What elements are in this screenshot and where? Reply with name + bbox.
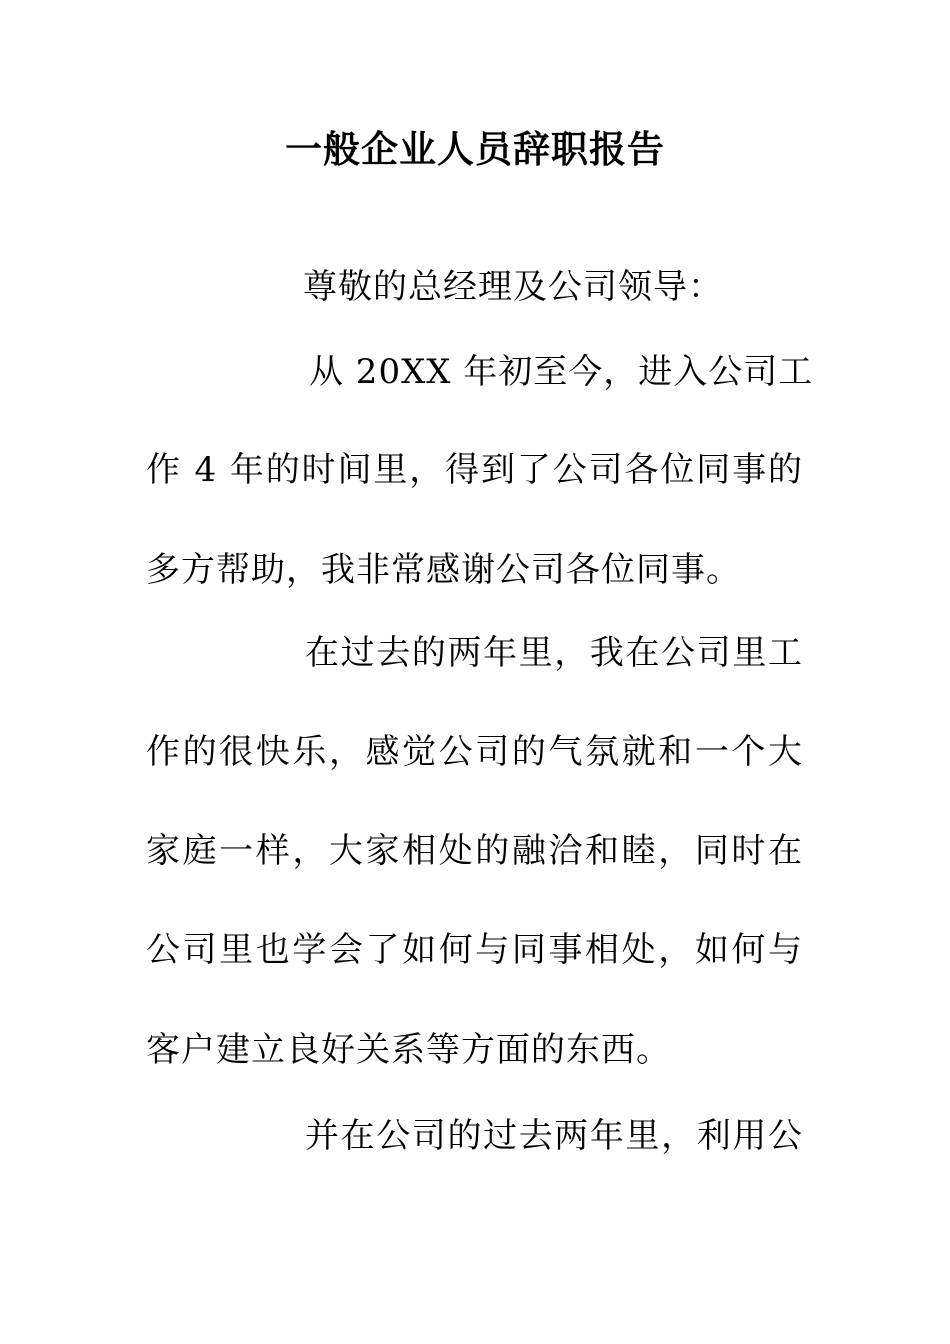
paragraph-2-line-1: 在过去的两年里，我在公司里工 (305, 633, 803, 673)
paragraph-2-line-2: 作的很快乐，感觉公司的气氛就和一个大 (146, 732, 803, 772)
salutation: 尊敬的总经理及公司领导： (303, 267, 723, 307)
paragraph-1-line-2: 作 4 年的时间里，得到了公司各位同事的 (146, 450, 803, 490)
paragraph-2-line-3: 家庭一样，大家相处的融洽和睦，同时在 (146, 831, 803, 871)
paragraph-1-line-1: 从 20XX 年初至今，进入公司工 (309, 352, 814, 392)
paragraph-2-line-5: 客户建立良好关系等方面的东西。 (146, 1030, 671, 1070)
paragraph-1-line-3: 多方帮助，我非常感谢公司各位同事。 (146, 550, 741, 590)
paragraph-3-line-1: 并在公司的过去两年里，利用公 (305, 1116, 803, 1156)
document-title: 一般企业人员辞职报告 (285, 128, 665, 171)
paragraph-2-line-4: 公司里也学会了如何与同事相处，如何与 (146, 930, 803, 970)
